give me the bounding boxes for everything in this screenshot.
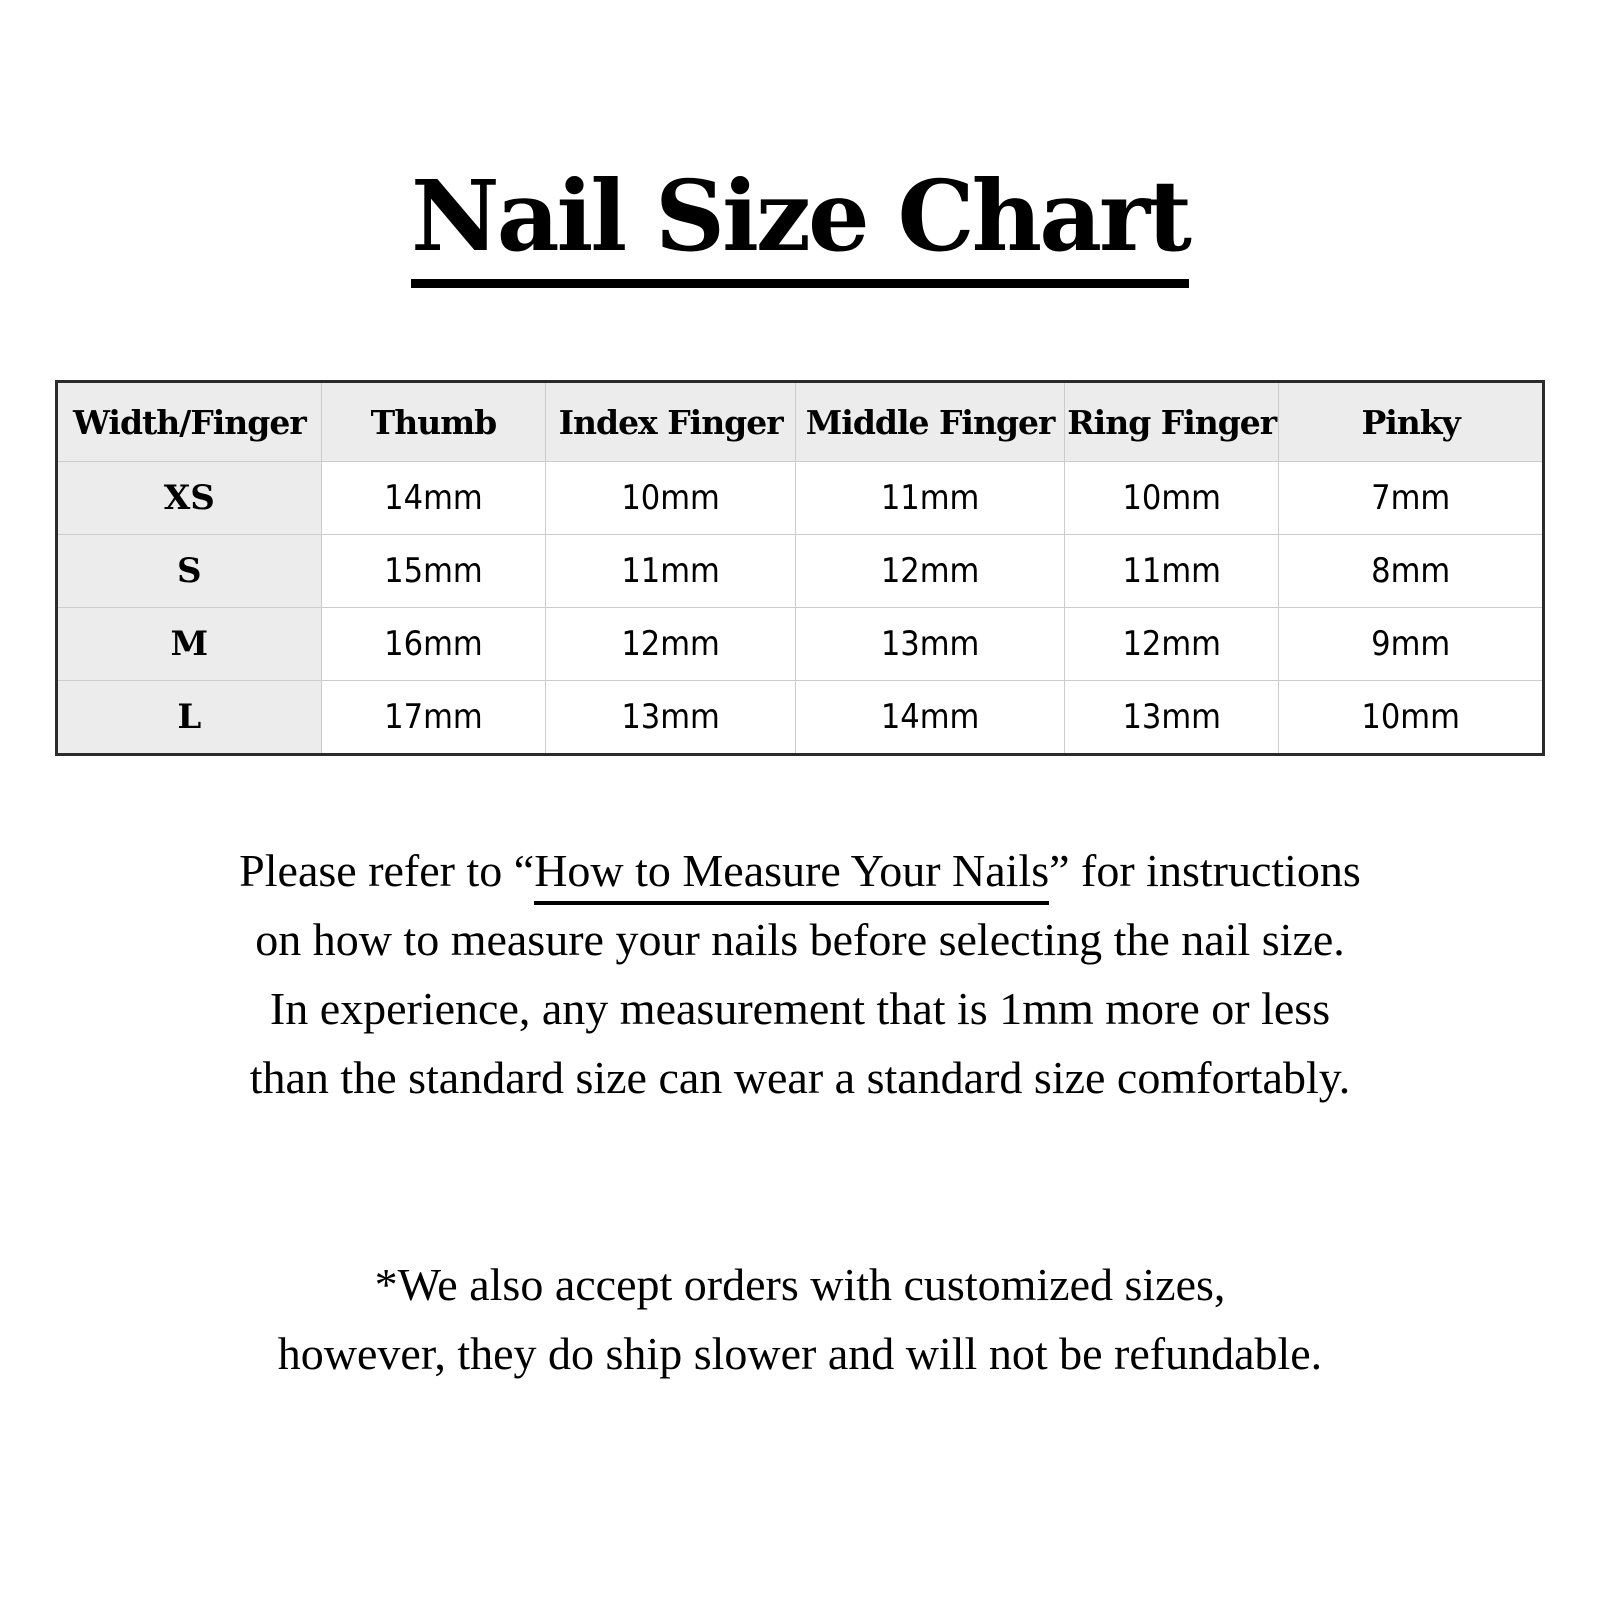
size-cell: 12mm	[546, 608, 796, 681]
table-row-xs	[57, 462, 1544, 535]
size-cell: 14mm	[796, 681, 1065, 755]
note-line: on how to measure your nails before selecting the nail size.	[255, 914, 1345, 965]
row-label-s: S	[57, 535, 322, 608]
note-text-suffix: ” for instructions	[1049, 845, 1361, 896]
row-label-l: L	[57, 681, 322, 755]
measure-guide-reference: How to Measure Your Nails	[534, 845, 1049, 905]
title-section	[0, 0, 1600, 288]
size-cell: 13mm	[1065, 681, 1279, 755]
note-line: In experience, any measurement that is 1mm more or less	[269, 983, 1331, 1034]
measure-instructions-note	[75, 836, 1525, 1112]
note-line: *We also accept orders with customized sizes,	[374, 1259, 1226, 1310]
column-header-ring-finger: Ring Finger	[1065, 382, 1279, 462]
size-cell: 7mm	[1279, 462, 1544, 535]
column-header-thumb: Thumb	[321, 382, 546, 462]
note-line: than the standard size can wear a standard size comfortably.	[249, 1052, 1351, 1103]
row-label-xs: XS	[57, 462, 322, 535]
note-text-prefix: Please refer to “	[239, 845, 535, 896]
size-cell: 10mm	[1065, 462, 1279, 535]
size-cell: 12mm	[1065, 608, 1279, 681]
size-cell: 14mm	[321, 462, 546, 535]
column-header-index-finger: Index Finger	[546, 382, 796, 462]
size-cell: 11mm	[546, 535, 796, 608]
column-header-pinky: Pinky	[1279, 382, 1544, 462]
size-cell: 13mm	[546, 681, 796, 755]
size-cell: 8mm	[1279, 535, 1544, 608]
size-cell: 17mm	[321, 681, 546, 755]
table-row-s	[57, 535, 1544, 608]
size-cell: 11mm	[1065, 535, 1279, 608]
size-cell: 13mm	[796, 608, 1065, 681]
size-cell: 10mm	[546, 462, 796, 535]
note-line	[75, 836, 1525, 905]
size-cell: 11mm	[796, 462, 1065, 535]
table-row-l	[57, 681, 1544, 755]
size-cell: 9mm	[1279, 608, 1544, 681]
size-cell: 10mm	[1279, 681, 1544, 755]
customized-sizes-note	[75, 1250, 1525, 1388]
column-header-middle-finger: Middle Finger	[796, 382, 1065, 462]
note-line: however, they do ship slower and will not be refundable.	[277, 1328, 1323, 1379]
row-label-m: M	[57, 608, 322, 681]
page-title: Nail Size Chart	[411, 168, 1189, 288]
size-cell: 12mm	[796, 535, 1065, 608]
nail-size-table	[55, 380, 1545, 756]
size-cell: 15mm	[321, 535, 546, 608]
table-row-m	[57, 608, 1544, 681]
size-cell: 16mm	[321, 608, 546, 681]
column-header-width-finger: Width/Finger	[57, 382, 322, 462]
table-header-row	[57, 382, 1544, 462]
